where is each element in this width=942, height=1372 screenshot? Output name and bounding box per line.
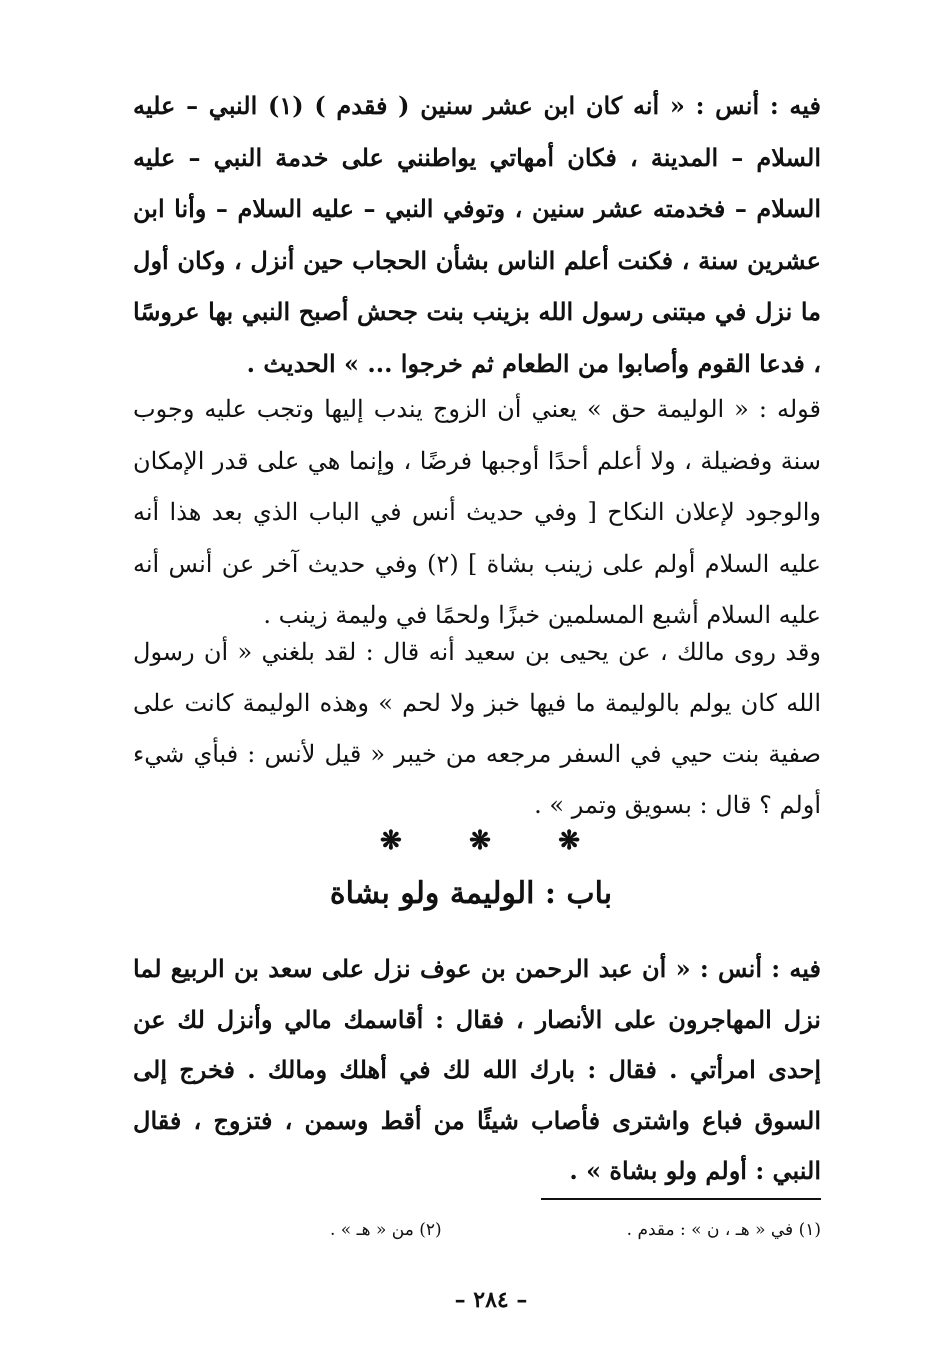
footnotes (330, 1220, 821, 1240)
commentary-paragraph-2: وقد روى مالك ، عن يحيى بن سعيد أنه قال : لقد بلغني « أن رسول الله كان يولم بالوليمة ما فيها خبز ولا لحم » وهذه الوليمة كانت على صفية بنت حيي في السفر مرجعه من خيبر « قيل لأنس : فبأي شيء أولم ؟ قال : بسويق وتمر » . (133, 638, 821, 819)
asterism-icon: ❋ (469, 826, 491, 856)
footnote-divider (541, 1198, 821, 1200)
footnote-1: (١) في « هـ ، ن » : مقدم . (626, 1220, 821, 1240)
section-separator (380, 826, 580, 856)
asterism-icon: ❋ (558, 826, 580, 856)
asterism-icon: ❋ (380, 826, 402, 856)
page-number: – ٢٨٤ – (454, 1287, 528, 1313)
hadith-paragraph-2: فيه : أنس : « أن عبد الرحمن بن عوف نزل على سعد بن الربيع لما نزل المهاجرون على الأنصار ، فقال : أقاسمك مالي وأنزل لك عن إحدى امرأتي . فقال : بارك الله لك في أهلك ومالك . فخرج إلى السوق فباع واشترى فأصاب شيئًا من أقط وسمن ، فتزوج ، فقال النبي : أولم ولو بشاة » . (133, 954, 821, 1185)
commentary-paragraph-1: قوله : « الوليمة حق » يعني أن الزوج يندب إليها وتجب عليه وجوب سنة وفضيلة ، ولا أعلم أحدًا أوجبها فرضًا ، وإنما هي على قدر الإمكان والوجود لإعلان النكاح [ وفي حديث أنس في الباب الذي بعد هذا أنه عليه السلام أولم على زينب بشاة ] (٢) وفي حديث آخر عن أنس أنه عليه السلام أشبع المسلمين خبزًا ولحمًا في وليمة زينب . (133, 395, 821, 629)
footnote-2: (٢) من « هـ » . (330, 1220, 442, 1240)
hadith-paragraph-1: فيه : أنس : « أنه كان ابن عشر سنين ( فقدم ) (١) النبي – عليه السلام – المدينة ، فكان أمهاتي يواطنني على خدمة النبي – عليه السلام – فخدمته عشر سنين ، وتوفي النبي – عليه السلام – وأنا ابن عشرين سنة ، فكنت أعلم الناس بشأن الحجاب حين أنزل ، وكان أول ما نزل في مبتنى رسول الله بزينب بنت جحش أصبح النبي بها عروسًا ، فدعا القوم وأصابوا من الطعام ثم خرجوا ... » الحديث . (133, 91, 821, 378)
section-heading: باب : الوليمة ولو بشاة (329, 876, 613, 911)
